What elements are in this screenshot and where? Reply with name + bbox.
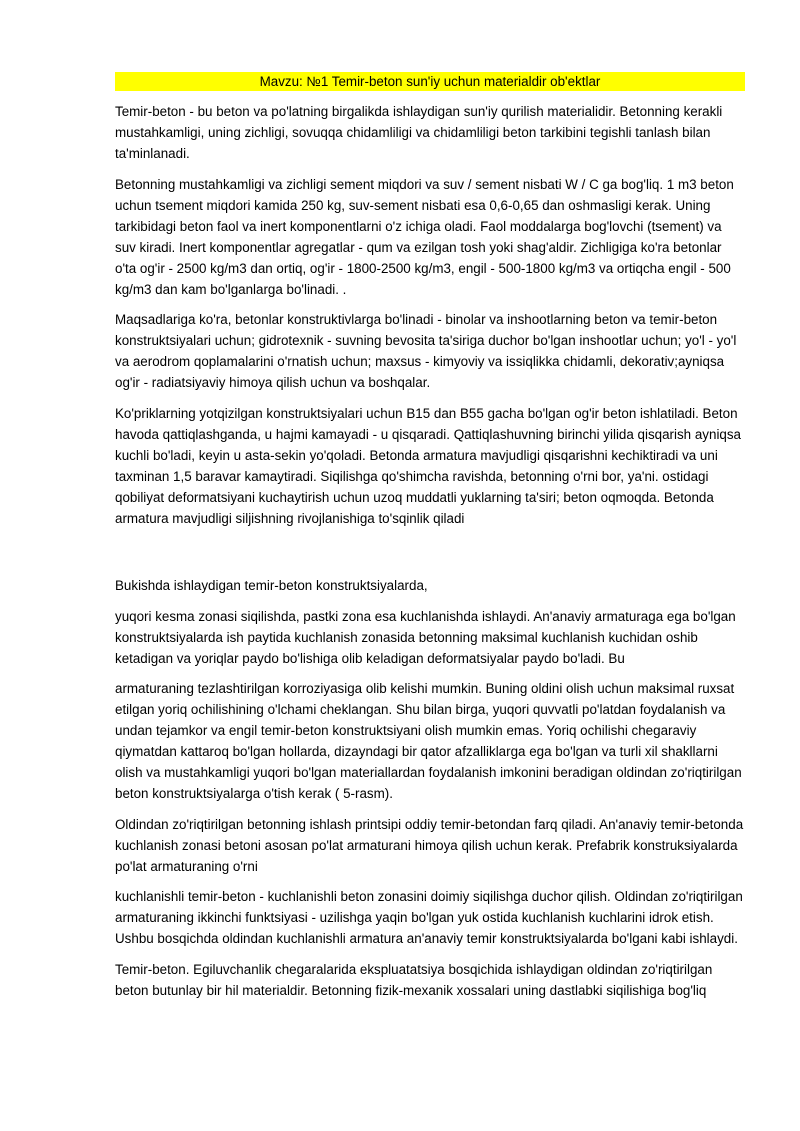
paragraph-2: Betonning mustahkamligi va zichligi sement miqdori va suv / sement nisbati W / C ga bog'liq. 1 m3 beton uchun tsement miqdori kamida 250 kg, suv-sement nisbati esa 0,6-0,65 dan oshmasligi kerak. Uning tarkibidagi beton faol va inert komponentlarni o'z ichiga oladi. Faol moddalarga bog'lovchi (tsement) va suv kiradi. Inert komponentlar agregatlar - qum va ezilgan tosh yoki shag'aldir. Zichligiga ko'ra betonlar o'ta og'ir - 2500 kg/m3 dan ortiq, og'ir - 1800-2500 kg/m3, engil - 500-1800 kg/m3 va ortiqcha engil - 500 kg/m3 dan kam bo'lganlarga bo'linadi. . xyxy=(115,176,734,297)
paragraph-5: Bukishda ishlaydigan temir-beton konstruktsiyalarda, xyxy=(115,578,428,593)
document-page xyxy=(115,72,745,1010)
paragraph-3: Maqsadlariga ko'ra, betonlar konstruktivlarga bo'linadi - binolar va inshootlarning beton va temir-beton konstruktsiyalari uchun; gidrotexnik - suvning bevosita ta'siriga duchor bo'lgan inshootlar uchun; yo'l - yo'l va aerodrom qoplamalarini o'rnatish uchun; maxsus - kimyoviy va issiqlikka chidamli, dekorativ;ayniqsa og'ir - radiatsiyaviy himoya qilish uchun va boshqalar. xyxy=(115,312,737,390)
title-container xyxy=(115,72,745,91)
paragraph-8: Oldindan zo'riqtirilgan betonning ishlash printsipi oddiy temir-betondan farq qiladi. An'anaviy temir-betonda kuchlanish zonasi betoni asosan po'lat armaturani himoya qilish uchun kerak. Prefabrik konstruksiyalarda po'lat armaturaning o'rni xyxy=(115,816,744,874)
paragraph-6: yuqori kesma zonasi siqilishda, pastki zona esa kuchlanishda ishlaydi. An'anaviy armaturaga ega bo'lgan konstruktsiyalarda ish paytida kuchlanish zonasida betonning maksimal kuchlanish kuchidan oshib ketadigan va yoriqlar paydo bo'lishiga olib keladigan deformatsiyalar paydo bo'ladi. Bu xyxy=(115,608,736,666)
paragraph-7: armaturaning tezlashtirilgan korroziyasiga olib kelishi mumkin. Buning oldini olish uchun maksimal ruxsat etilgan yoriq ochilishining o'lchami cheklangan. Shu bilan birga, yuqori quvvatli po'latdan foydalanish va undan tejamkor va engil temir-beton konstruktsiyani olish mumkin emas. Yoriq ochilishi chegaraviy qiymatdan kattaroq bo'lgan hollarda, dizayndagi bir qator afzalliklarga ega bo'lgan va turli xil shakllarni olish va mustahkamligi yuqori bo'lgan materiallardan foydalanish imkonini beradigan oldindan zo'riqtirilgan beton konstruktsiyalarga o'tish kerak ( 5-rasm). xyxy=(115,681,742,801)
document-title: Mavzu: №1 Temir-beton sun'iy uchun materialdir ob'ektlar xyxy=(115,72,745,91)
blank-space xyxy=(115,538,745,575)
paragraph-9: kuchlanishli temir-beton - kuchlanishli beton zonasini doimiy siqilishga duchor qilish. Oldindan zo'riqtirilgan armaturaning ikkinchi funktsiyasi - uzilishga yaqin bo'lgan yuk ostida kuchlanish kuchlarini idrok etish. Ushbu bosqichda oldindan kuchlanishli armatura an'anaviy temir konstruktsiyalarda bo'lgani kabi ishlaydi. xyxy=(115,889,743,946)
paragraph-1: Temir-beton - bu beton va po'latning birgalikda ishlaydigan sun'iy qurilish materialidir. Betonning kerakli mustahkamligi, uning zichligi, sovuqqa chidamliligi va chidamliligi beton tarkibini tegishli tanlash bilan ta'minlanadi. xyxy=(115,104,723,161)
paragraph-4: Ko'priklarning yotqizilgan konstruktsiyalari uchun B15 dan B55 gacha bo'lgan og'ir beton ishlatiladi. Beton havoda qattiqlashganda, u hajmi kamayadi - u qisqaradi. Qattiqlashuvning birinchi yilida qisqarish ayniqsa kuchli bo'ladi, keyin u asta-sekin yo'qoladi. Betonda armatura mavjudligi qisqarishni kechiktiradi va uni taxminan 1,5 baravar kamaytiradi. Siqilishga qo'shimcha ravishda, betonning o'rni bor, ya'ni. ostidagi qobiliyat deformatsiyani kuchaytirish uchun uzoq muddatli yuklarning ta'siri; beton oqmoqda. Betonda armatura mavjudligi siljishning rivojlanishiga to'sqinlik qiladi xyxy=(115,405,742,526)
paragraph-10: Temir-beton. Egiluvchanlik chegaralarida ekspluatatsiya bosqichida ishlaydigan oldindan zo'riqtirilgan beton butunlay bir hil materialdir. Betonning fizik-mexanik xossalari uning dastlabki siqilishiga bog'liq xyxy=(115,961,713,998)
